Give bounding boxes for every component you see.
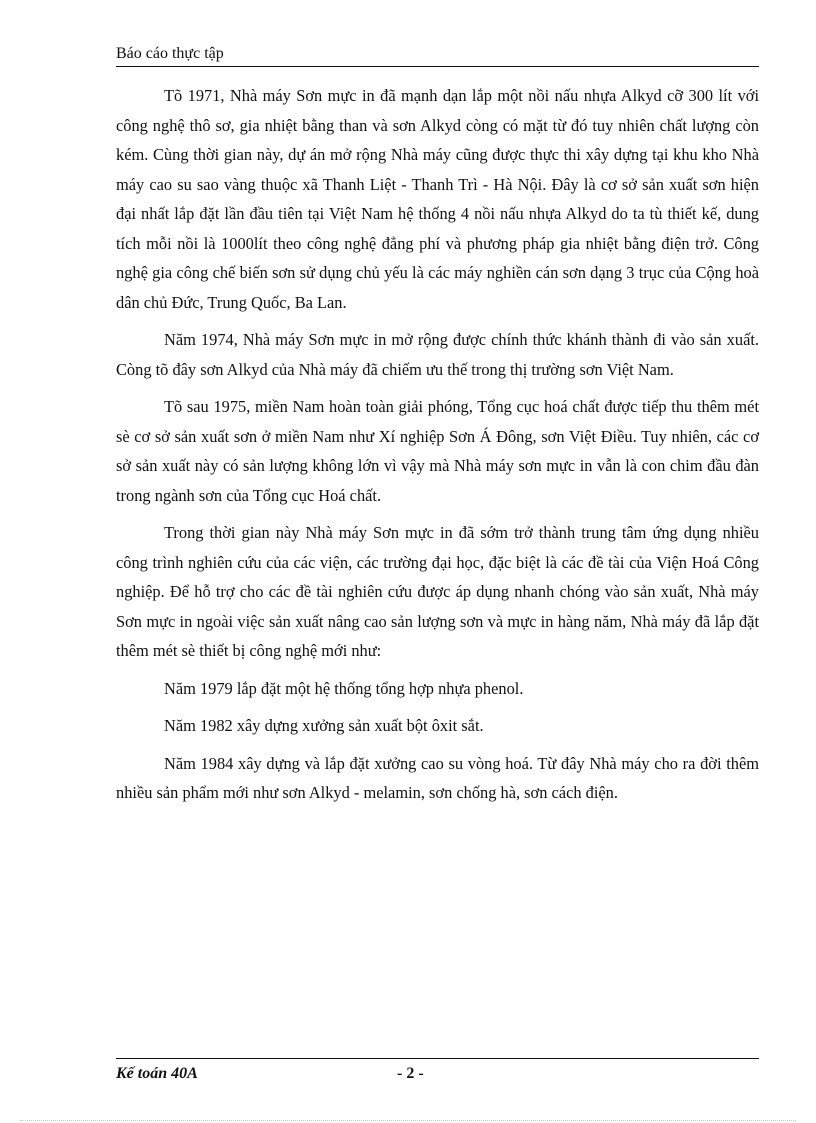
paragraph-1982: Năm 1982 xây dựng xưởng sản xuất bột ôxit sắt. [164, 716, 484, 735]
paragraph-1984: Năm 1984 xây dựng và lắp đặt xưởng cao su vòng hoá. Từ đây Nhà máy cho ra đời thêm nhiều sản phẩm mới như sơn Alkyd - melamin, sơn chống hà, sơn cách điện. [116, 753, 759, 802]
footer-left-label: Kế toán 40A [116, 1065, 198, 1082]
paragraph-1974: Năm 1974, Nhà máy Sơn mực in mở rộng được chính thức khánh thành đi vào sản xuất. Còng tõ đây sơn Alkyd của Nhà máy đã chiếm ưu thế trong thị trường sơn Việt Nam. [116, 330, 759, 379]
paragraph-1975: Tõ sau 1975, miền Nam hoàn toàn giải phóng, Tổng cục hoá chất được tiếp thu thêm mét sè cơ sở sản xuất sơn ở miền Nam như Xí nghiệp Sơn Á Đông, sơn Việt Điều. Tuy nhiên, các cơ sở sản xuất này có sản lượng không lớn vì vậy mà Nhà máy sơn mực in vẫn là con chim đầu đàn trong ngành sơn của Tổng cục Hoá chất. [116, 397, 759, 505]
page-bottom-divider [20, 1120, 796, 1121]
page-header [116, 43, 759, 67]
paragraph-1971: Tõ 1971, Nhà máy Sơn mực in đã mạnh dạn lắp một nồi nấu nhựa Alkyd cỡ 300 lít với công nghệ thô sơ, gia nhiệt bằng than và sơn Alkyd còng có mặt từ đó tuy nhiên chất lượng còn kém. Cùng thời gian này, dự án mở rộng Nhà máy cũng được thực thi xây dựng tại khu kho Nhà máy cao su sao vàng thuộc xã Thanh Liệt - Thanh Trì - Hà Nội. Đây là cơ sở sản xuất sơn hiện đại nhất lắp đặt lần đầu tiên tại Việt Nam hệ thống 4 nồi nấu nhựa Alkyd do ta tù thiết kế, dung tích mỗi nồi là 1000lít theo công nghệ đẳng phí và phương pháp gia nhiệt bằng điện trở. Công nghệ gia công chế biến sơn sử dụng chủ yếu là các máy nghiền cán sơn dạng 3 trục của Cộng hoà dân chủ Đức, Trung Quốc, Ba Lan. [116, 86, 759, 312]
page-footer [116, 1058, 759, 1084]
header-title: Báo cáo thực tập [116, 45, 224, 62]
page-number: - 2 - [397, 1065, 424, 1082]
paragraph-1979: Năm 1979 lắp đặt một hệ thống tổng hợp nhựa phenol. [164, 678, 524, 698]
document-body [116, 81, 759, 816]
paragraph-research: Trong thời gian này Nhà máy Sơn mực in đã sớm trở thành trung tâm ứng dụng nhiều công trình nghiên cứu của các viện, các trường đại học, đặc biệt là các đề tài của Viện Hoá Công nghiệp. Để hỗ trợ cho các đề tài nghiên cứu được áp dụng nhanh chóng vào sản xuất, Nhà máy Sơn mực in ngoài việc sản xuất nâng cao sản lượng sơn và mực in hàng năm, Nhà máy đã lắp đặt thêm mét sè thiết bị công nghệ mới như: [116, 523, 759, 660]
